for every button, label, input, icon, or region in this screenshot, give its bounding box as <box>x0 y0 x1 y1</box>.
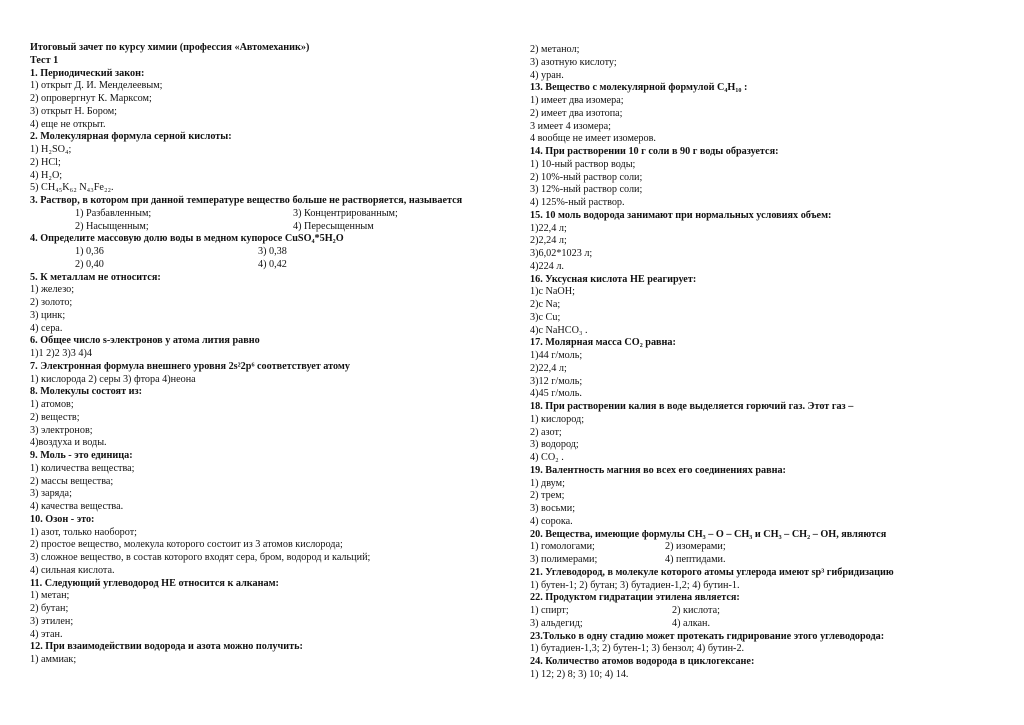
answer-option: 1)с NaOH; <box>530 286 575 298</box>
answer-row <box>30 259 495 272</box>
answer-option: 1) двум; <box>530 477 565 489</box>
question-24: 24. Количество атомов водорода в циклогексане: <box>530 656 755 667</box>
answer-option: 4) сорока. <box>530 515 573 527</box>
answer-option: 2) простое вещество, молекула которого состоит из 3 атомов кислорода; <box>30 539 343 551</box>
answer-option: 1) открыт Д. И. Менделеевым; <box>30 80 163 92</box>
question-18: 18. При растворении калия в воде выделяется горючий газ. Этот газ – <box>530 401 854 412</box>
answer-option: 4 вообще не имеет изомеров. <box>530 133 656 145</box>
answer-option: 3) 0,38 <box>258 246 287 257</box>
question-1: 1. Периодический закон: <box>30 67 145 79</box>
answer-option: 2) опровергнут К. Марксом; <box>30 93 152 104</box>
answer-option: 1) H₂SO₄; <box>30 144 72 155</box>
answer-option: 4) уран. <box>530 69 564 81</box>
question-19: 19. Валентность магния во всех его соединениях равна: <box>530 464 786 476</box>
answer-option: 1) аммиак; <box>30 654 77 665</box>
answer-option: 4) сильная кислота. <box>30 564 115 576</box>
answer-option: 1) кислород; <box>530 413 585 425</box>
question-4: 4. Определите массовую долю воды в медном купоросе CuSO₄*5H₂O <box>30 233 344 245</box>
answer-option: 4)с NaHCO₃ . <box>530 324 588 336</box>
answer-option: 2) золото; <box>30 297 73 308</box>
answer-option: 4) алкан. <box>672 617 711 629</box>
answer-option: 4)воздуха и воды. <box>30 437 107 449</box>
answer-option: 4) еще не открыт. <box>30 118 106 130</box>
question-16: 16. Уксусная кислота НЕ реагирует: <box>530 273 697 285</box>
question-13: 13. Вещество с молекулярной формулой C₄H₁₀ : <box>530 82 748 94</box>
answer-row <box>30 221 495 234</box>
answer-row <box>530 605 1000 618</box>
answer-option: 2)2,24 л; <box>530 235 567 247</box>
question-21: 21. Углеводород, в молекуле которого атомы углерода имеют sp³ гибридизацию <box>530 566 894 578</box>
answer-option: 1) 10-ный раствор воды; <box>530 158 636 170</box>
answer-option: 1) количества вещества; <box>30 462 135 474</box>
answer-option: 4) качества вещества. <box>30 501 124 512</box>
answer-option: 3) азотную кислоту; <box>530 56 617 68</box>
answer-option: 1) метан; <box>30 590 70 602</box>
question-11: 11. Следующий углеводород НЕ относится к алканам: <box>30 577 279 589</box>
answer-option: 4) CO₂ . <box>530 452 564 463</box>
answer-option: 4) Пересыщенным <box>293 220 374 232</box>
answer-option: 3) открыт Н. Бором; <box>30 105 117 117</box>
question-3: 3. Раствор, в котором при данной температуре вещество больше не растворяется, называется <box>30 195 463 206</box>
answer-option: 1) атомов; <box>30 399 74 410</box>
answer-option: 1) имеет два изомера; <box>530 95 624 106</box>
left-column <box>30 42 495 667</box>
answer-option: 1)1 2)2 3)3 4)4 <box>30 348 92 359</box>
answer-option: 3)6,02*1023 л; <box>530 248 593 259</box>
answer-option: 3) восьми; <box>530 503 576 514</box>
answer-option: 2) изомерами; <box>665 541 726 553</box>
question-6: 6. Общее число s-электронов у атома лития равно <box>30 335 260 347</box>
document-title: Итоговый зачет по курсу химии (профессия «Автомеханик») <box>30 42 310 53</box>
answer-option: 4) 0,42 <box>258 258 287 270</box>
answer-option: 2) веществ; <box>30 411 80 423</box>
answer-option: 4) пептидами. <box>665 554 726 565</box>
answer-option: 2) массы вещества; <box>30 475 114 487</box>
answer-option: 1) азот, только наоборот; <box>30 526 138 538</box>
answer-option: 1) Разбавленным; <box>75 207 152 219</box>
question-12: 12. При взаимодействии водорода и азота можно получить: <box>30 641 303 653</box>
right-column <box>530 44 1000 682</box>
answer-option: 2) трем; <box>530 490 565 502</box>
answer-option: 1) кислорода 2) серы 3) фтора 4)неона <box>30 373 196 385</box>
answer-option: 3) альдегид; <box>530 617 583 629</box>
question-23: 23.Только в одну стадию может протекать гидрирование этого углеводорода: <box>530 630 885 642</box>
answer-option: 3) полимерами; <box>530 554 598 565</box>
answer-option: 1) бутен-1; 2) бутан; 3) бутадиен-1,2; 4) бутин-1. <box>530 579 740 591</box>
answer-option: 2) 10%-ный раствор соли; <box>530 171 643 183</box>
answer-option: 1) 12; 2) 8; 3) 10; 4) 14. <box>530 668 629 680</box>
answer-option: 2) кислота; <box>672 605 720 616</box>
answer-option: 2) HCl; <box>30 156 61 168</box>
answer-option: 3 имеет 4 изомера; <box>530 120 611 132</box>
answer-option: 3) заряда; <box>30 488 72 500</box>
question-22: 22. Продуктом гидратации этилена является: <box>530 592 740 604</box>
question-15: 15. 10 моль водорода занимают при нормальных условиях объем: <box>530 209 832 221</box>
answer-option: 3) 12%-ный раствор соли; <box>530 184 643 196</box>
answer-option: 3) цинк; <box>30 309 66 321</box>
answer-option: 2) азот; <box>530 426 562 438</box>
question-17: 17. Молярная масса CO₂ равна: <box>530 337 676 349</box>
answer-option: 2)22,4 л; <box>530 362 567 374</box>
answer-option: 1)44 г/моль; <box>530 350 583 361</box>
answer-option: 1) 0,36 <box>75 246 104 257</box>
answer-option: 4) H₂O; <box>30 169 63 181</box>
answer-option: 3) сложное вещество, в состав которого входят сера, бром, водород и кальций; <box>30 552 371 563</box>
answer-option: 1) гомологами; <box>530 541 595 553</box>
question-5: 5. К металлам не относится: <box>30 271 161 283</box>
answer-option: 1)22,4 л; <box>530 222 567 234</box>
answer-option: 3) этилен; <box>30 615 74 627</box>
answer-option: 4)224 л. <box>530 260 564 272</box>
answer-option: 2) метанол; <box>530 44 580 55</box>
answer-option: 4) этан. <box>30 628 63 640</box>
answer-option: 3) водород; <box>530 439 579 451</box>
answer-option: 4) сера. <box>30 322 63 334</box>
test-label: Тест 1 <box>30 54 59 66</box>
answer-option: 1) спирт; <box>530 605 569 616</box>
answer-row <box>530 554 1000 567</box>
answer-option: 3)12 г/моль; <box>530 375 583 387</box>
question-8: 8. Молекулы состоят из: <box>30 386 142 398</box>
answer-row <box>530 618 1000 631</box>
answer-option: 3)с Cu; <box>530 311 561 323</box>
question-7: 7. Электронная формула внешнего уровня 2s²2p⁶ соответствует атому <box>30 360 350 372</box>
answer-option: 3) электронов; <box>30 424 93 436</box>
answer-option: 4)45 г/моль. <box>530 388 582 400</box>
question-14: 14. При растворении 10 г соли в 90 г воды образуется: <box>530 146 779 157</box>
answer-option: 2) Насыщенным; <box>75 220 149 232</box>
answer-option: 2)с Na; <box>530 299 561 310</box>
answer-option: 5) CH₄₅K₆₂ N₄₃Fe₂₂. <box>30 182 114 194</box>
answer-option: 2) 0,40 <box>75 258 104 270</box>
question-2: 2. Молекулярная формула серной кислоты: <box>30 131 232 143</box>
answer-row <box>530 541 1000 554</box>
answer-option: 1) железо; <box>30 284 75 296</box>
answer-option: 1) бутадиен-1,3; 2) бутен-1; 3) бензол; 4) бутин-2. <box>530 643 745 655</box>
answer-option: 2) имеет два изотопа; <box>530 107 623 119</box>
answer-option: 4) 125%-ный раствор. <box>530 197 625 208</box>
question-9: 9. Моль - это единица: <box>30 450 133 461</box>
answer-row <box>30 208 495 221</box>
question-10: 10. Озон - это: <box>30 513 95 525</box>
answer-option: 2) бутан; <box>30 603 69 614</box>
answer-option: 3) Концентрированным; <box>293 207 398 219</box>
question-20: 20. Вещества, имеющие формулы CH₃ – O – CH₃ и CH₃ – CH₂ – OH, являются <box>530 528 887 540</box>
answer-row <box>30 246 495 259</box>
